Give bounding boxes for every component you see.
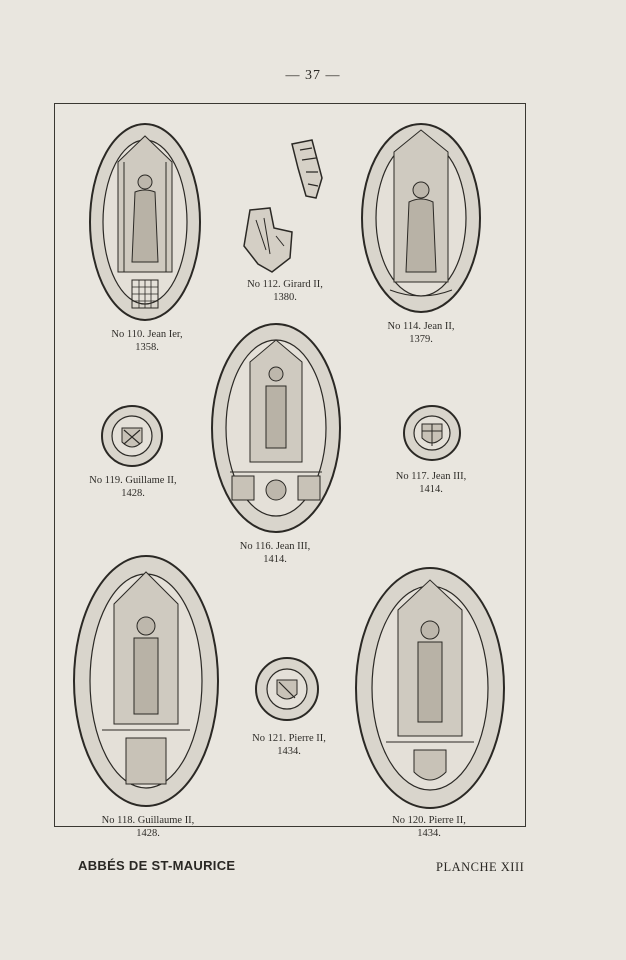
seal-112-fragment-bottom bbox=[240, 206, 296, 274]
page-number: — 37 — bbox=[285, 68, 341, 83]
plate-title: ABBÉS DE ST-MAURICE bbox=[78, 858, 236, 873]
seal-114-image bbox=[360, 122, 482, 314]
seal-119-year: 1428. bbox=[121, 488, 145, 499]
seal-120-year: 1434. bbox=[417, 828, 441, 839]
seal-110-caption bbox=[72, 328, 222, 354]
plate-label: PLANCHE XIII bbox=[436, 860, 525, 874]
seal-112-caption bbox=[210, 278, 360, 304]
seal-118-image bbox=[72, 554, 220, 808]
seal-120-image bbox=[354, 566, 506, 810]
seal-112-label: No 112. Girard II, bbox=[247, 279, 323, 290]
seal-112-year: 1380. bbox=[273, 292, 297, 303]
seal-117-image bbox=[402, 404, 462, 462]
seal-121-year: 1434. bbox=[277, 746, 301, 757]
seal-121-label: No 121. Pierre II, bbox=[252, 733, 326, 744]
seal-119-caption bbox=[58, 474, 208, 500]
seal-110-label: No 110. Jean Ier, bbox=[111, 329, 183, 340]
seal-112-fragment-top bbox=[288, 138, 324, 200]
seal-118-year: 1428. bbox=[136, 828, 160, 839]
seal-120-label: No 120. Pierre II, bbox=[392, 815, 466, 826]
seal-120-caption bbox=[354, 814, 504, 840]
seal-121-image bbox=[254, 656, 320, 722]
seal-118-caption bbox=[68, 814, 228, 840]
seal-114-year: 1379. bbox=[409, 334, 433, 345]
seal-121-caption bbox=[214, 732, 364, 758]
seal-116-caption bbox=[200, 540, 350, 566]
seal-116-label: No 116. Jean III, bbox=[239, 541, 311, 552]
seal-116-year: 1414. bbox=[263, 554, 287, 565]
seal-110-image bbox=[88, 122, 202, 322]
seal-117-caption bbox=[356, 470, 506, 496]
seal-114-label: No 114. Jean II, bbox=[387, 321, 455, 332]
seal-119-image bbox=[100, 404, 164, 468]
seal-114-caption bbox=[346, 320, 496, 346]
seal-118-label: No 118. Guillaume II, bbox=[101, 815, 195, 826]
seal-117-label: No 117. Jean III, bbox=[395, 471, 467, 482]
seal-117-year: 1414. bbox=[419, 484, 443, 495]
seal-116-image bbox=[210, 322, 342, 534]
seal-119-label: No 119. Guillame II, bbox=[89, 475, 177, 486]
seal-110-year: 1358. bbox=[135, 342, 159, 353]
